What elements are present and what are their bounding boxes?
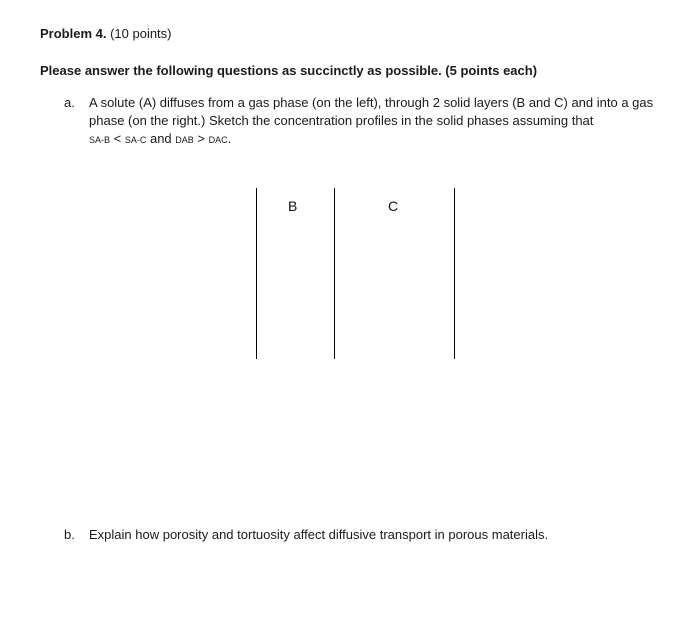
question-a-line-2: phase (on the right.) Sketch the concentration profiles in the solid phases assuming that: [89, 113, 594, 128]
period: .: [227, 131, 232, 146]
problem-number: Problem 4.: [40, 26, 107, 41]
boundary-line-left: [256, 188, 257, 359]
layer-b-label: B: [288, 198, 298, 214]
problem-title: [40, 26, 172, 41]
question-a-line-3: [89, 130, 679, 149]
solubility-ac: SA-C: [124, 135, 147, 145]
instructions: Please answer the following questions as succinctly as possible. (5 points each): [40, 63, 538, 78]
and-text: and: [146, 131, 176, 146]
question-b-text: Explain how porosity and tortuosity affect diffusive transport in porous materials.: [89, 527, 549, 542]
solubility-ab: SA-B: [89, 135, 111, 145]
question-b-label: b.: [64, 527, 75, 542]
problem-points: (10 points): [106, 26, 172, 41]
layer-c-label: C: [388, 198, 399, 214]
diffusivity-ac: DAC: [208, 135, 228, 145]
boundary-line-right: [454, 188, 455, 359]
question-a-line-1: A solute (A) diffuses from a gas phase (on the left), through 2 solid layers (B and C) and into a gas: [89, 95, 654, 110]
question-b: [64, 526, 679, 544]
question-a-label: a.: [64, 95, 75, 110]
question-a: [64, 94, 679, 149]
diffusivity-ab: DAB: [175, 135, 194, 145]
boundary-line-middle: [334, 188, 335, 359]
greater-than-sign: >: [193, 131, 209, 146]
less-than-sign: <: [110, 131, 125, 146]
